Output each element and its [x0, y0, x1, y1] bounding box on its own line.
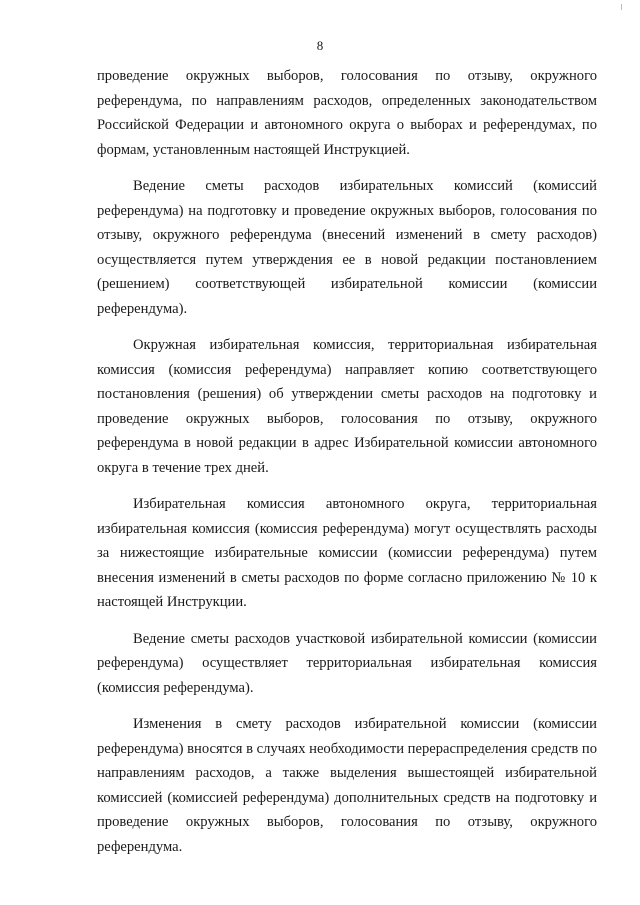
document-body — [97, 64, 597, 871]
paragraph-6: Изменения в смету расходов избирательной комиссии (комиссии референдума) вносятся в случаях необходимости перераспределения средств по направлениям расходов, а также выделения вышестоящей избирательной комиссией (комиссией референдума) дополнительных средств на подготовку и проведение окружных выборов, голосования по отзыву, окружного референдума. — [97, 716, 597, 855]
page-number: 8 — [316, 38, 324, 53]
scan-artifact-mark — [621, 4, 622, 10]
paragraph-4: Избирательная комиссия автономного округа, территориальная избирательная комиссия (комиссия референдума) могут осуществлять расходы за нижестоящие избирательные комиссии (комиссии референдума) путем внесения изменений в сметы расходов по форме согласно приложению № 10 к настоящей Инструкции. — [97, 496, 597, 610]
paragraph-5: Ведение сметы расходов участковой избирательной комиссии (комиссии референдума) осуществляет территориальная избирательная комиссия (комиссия референдума). — [97, 630, 597, 696]
paragraph-2: Ведение сметы расходов избирательных комиссий (комиссий референдума) на подготовку и проведение окружных выборов, голосования по отзыву, окружного референдума (внесений изменений в смету расходов) осуществляется путем утверждения ее в новой редакции постановлением (решением) соответствующей избирательной комиссии (комиссии референдума). — [97, 178, 597, 317]
paragraph-3: Окружная избирательная комиссия, территориальная избирательная комиссия (комиссия референдума) направляет копию соответствующего постановления (решения) об утверждении сметы расходов на подготовку и проведение окружных выборов, голосования по отзыву, окружного референдума в новой редакции в адрес Избирательной комиссии автономного округа в течение трех дней. — [97, 337, 597, 476]
paragraph-1: проведение окружных выборов, голосования по отзыву, окружного референдума, по направлениям расходов, определенных законодательством Российской Федерации и автономного округа о выборах и референдумах, по формам, установленным настоящей Инструкцией. — [97, 68, 597, 158]
